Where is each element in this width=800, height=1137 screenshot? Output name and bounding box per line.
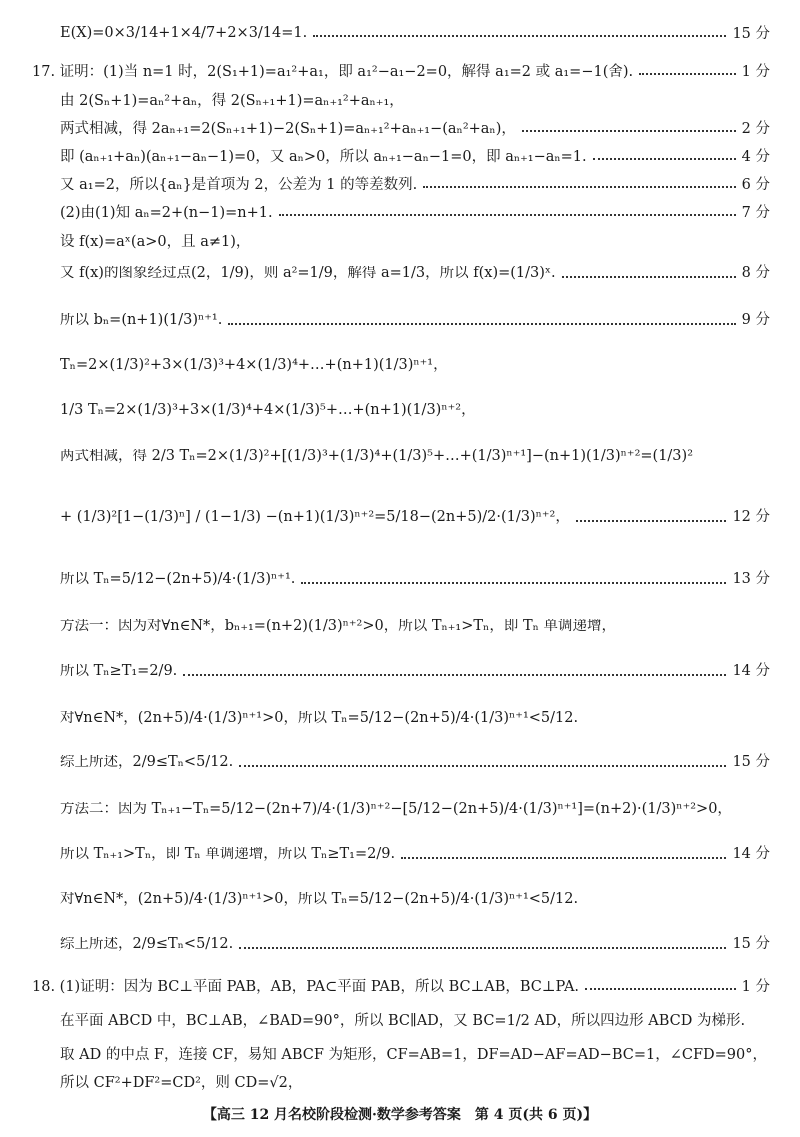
line-21 <box>60 847 770 863</box>
line-19 <box>60 755 770 771</box>
dot-leader <box>585 988 736 990</box>
dot-leader <box>301 582 726 584</box>
line-text: 综上所述，2/9≤Tₙ<5/12. <box>60 755 234 770</box>
dot-leader <box>228 323 735 325</box>
line-9 <box>60 266 770 282</box>
dot-leader <box>239 765 726 767</box>
line-text: 所以 Tₙ≥T₁=2/9. <box>60 664 178 679</box>
score-label: 13 分 <box>732 571 770 587</box>
score-label: 15 分 <box>732 26 770 42</box>
line-14 <box>60 510 770 526</box>
line-25 <box>60 1009 770 1030</box>
line-27 <box>60 1071 770 1092</box>
line-3 <box>60 89 770 110</box>
score-label: 1 分 <box>741 64 770 80</box>
dot-leader <box>522 130 736 132</box>
score-label: 6 分 <box>741 177 770 193</box>
line-text: (2)由(1)知 aₙ=2+(n−1)=n+1. <box>60 205 273 221</box>
score-label: 8 分 <box>741 265 770 281</box>
line-text: E(X)=0×3/14+1×4/7+2×3/14=1. <box>60 24 308 41</box>
line-text: 所以 CF²+DF²=CD²，则 CD=√2， <box>60 1075 303 1091</box>
line-text: 又 f(x)的图象经过点(2，1/9)，则 a²=1/9，解得 a=1/3，所以 f(x)=(1/3)ˣ. <box>60 266 556 281</box>
line-12 <box>60 403 770 419</box>
line-20 <box>60 802 770 818</box>
line-text: 18. (1)证明：因为 BC⊥平面 PAB，AB，PA⊂平面 PAB，所以 BC⊥AB，BC⊥PA. <box>32 979 580 995</box>
line-text: 所以 bₙ=(n+1)(1/3)ⁿ⁺¹. <box>60 313 223 328</box>
line-11 <box>60 358 770 374</box>
line-text: 又 a₁=2，所以{aₙ}是首项为 2，公差为 1 的等差数列. <box>60 177 418 193</box>
line-text: 方法一：因为对∀n∈N*，bₙ₊₁=(n+2)(1/3)ⁿ⁺²>0，所以 Tₙ₊₁>Tₙ，即 Tₙ 单调递增， <box>60 619 616 634</box>
line-8 <box>60 230 770 251</box>
dot-leader <box>313 35 726 37</box>
line-text: 所以 Tₙ=5/12−(2n+5)/4·(1/3)ⁿ⁺¹. <box>60 572 296 587</box>
dot-leader <box>562 276 736 278</box>
line-text: 方法二：因为 Tₙ₊₁−Tₙ=5/12−(2n+7)/4·(1/3)ⁿ⁺²−[5/12−(2n+5)/4·(1/3)ⁿ⁺¹]=(n+2)·(1/3)ⁿ⁺²>0， <box>60 802 732 817</box>
score-label: 2 分 <box>741 121 770 137</box>
line-1 <box>60 22 770 43</box>
line-text: 综上所述，2/9≤Tₙ<5/12. <box>60 937 234 952</box>
dot-leader <box>239 947 726 949</box>
score-label: 14 分 <box>732 846 770 862</box>
line-16 <box>60 619 770 635</box>
line-text: 两式相减，得 2/3 Tₙ=2×(1/3)²+[(1/3)³+(1/3)⁴+(1/3)⁵+…+(1/3)ⁿ⁺¹]−(n+1)(1/3)ⁿ⁺²=(1/3)² <box>60 449 694 464</box>
score-label: 12 分 <box>732 509 770 525</box>
score-label: 1 分 <box>741 979 770 995</box>
line-5 <box>60 145 770 166</box>
line-text: 对∀n∈N*，(2n+5)/4·(1/3)ⁿ⁺¹>0，所以 Tₙ=5/12−(2n+5)/4·(1/3)ⁿ⁺¹<5/12. <box>60 892 579 907</box>
line-7 <box>60 201 770 222</box>
line-15 <box>60 572 770 588</box>
dot-leader <box>183 674 726 676</box>
score-label: 14 分 <box>732 663 770 679</box>
line-text: 即 (aₙ₊₁+aₙ)(aₙ₊₁−aₙ−1)=0，又 aₙ>0，所以 aₙ₊₁−aₙ−1=0，即 aₙ₊₁−aₙ=1. <box>60 149 587 165</box>
line-text: 两式相减，得 2aₙ₊₁=2(Sₙ₊₁+1)−2(Sₙ+1)=aₙ₊₁²+aₙ₊₁−(aₙ²+aₙ)， <box>60 121 516 137</box>
line-text: 取 AD 的中点 F，连接 CF，易知 ABCF 为矩形，CF=AB=1，DF=AD−AF=AD−BC=1，∠CFD=90°， <box>60 1047 768 1063</box>
page-footer: 【高三 12 月名校阶段检测·数学参考答案 第 4 页(共 6 页)】 <box>202 1107 598 1123</box>
dot-leader <box>423 186 735 188</box>
line-17 <box>60 664 770 680</box>
line-text: Tₙ=2×(1/3)²+3×(1/3)³+4×(1/3)⁴+…+(n+1)(1/3)ⁿ⁺¹， <box>60 358 448 373</box>
dot-leader <box>576 520 727 522</box>
score-label: 15 分 <box>732 936 770 952</box>
line-26 <box>60 1043 770 1064</box>
line-text: 所以 Tₙ₊₁>Tₙ，即 Tₙ 单调递增，所以 Tₙ≥T₁=2/9. <box>60 847 396 862</box>
score-label: 9 分 <box>741 312 770 328</box>
line-text: 17. 证明：(1)当 n=1 时，2(S₁+1)=a₁²+a₁，即 a₁²−a₁−2=0，解得 a₁=2 或 a₁=−1(舍). <box>32 64 634 80</box>
score-label: 15 分 <box>732 754 770 770</box>
score-label: 4 分 <box>741 149 770 165</box>
line-2 <box>32 60 770 81</box>
line-text: 由 2(Sₙ+1)=aₙ²+aₙ，得 2(Sₙ₊₁+1)=aₙ₊₁²+aₙ₊₁， <box>60 93 404 109</box>
dot-leader <box>639 73 736 75</box>
line-text: 在平面 ABCD 中，BC⊥AB，∠BAD=90°，所以 BC∥AD，又 BC=1/2 AD，所以四边形 ABCD 为梯形. <box>60 1013 746 1029</box>
dot-leader <box>401 857 726 859</box>
line-24 <box>32 975 770 996</box>
line-text: 1/3 Tₙ=2×(1/3)³+3×(1/3)⁴+4×(1/3)⁵+…+(n+1)(1/3)ⁿ⁺²， <box>60 403 476 418</box>
line-18 <box>60 711 770 727</box>
line-13 <box>60 449 770 465</box>
dot-leader <box>279 214 736 216</box>
line-4 <box>60 117 770 138</box>
score-label: 7 分 <box>741 205 770 221</box>
line-23 <box>60 937 770 953</box>
line-22 <box>60 892 770 908</box>
line-6 <box>60 173 770 194</box>
dot-leader <box>593 158 736 160</box>
line-text: + (1/3)²[1−(1/3)ⁿ] / (1−1/3) −(n+1)(1/3)ⁿ⁺²=5/18−(2n+5)/2·(1/3)ⁿ⁺²， <box>60 510 570 525</box>
line-10 <box>60 313 770 329</box>
line-text: 设 f(x)=aˣ(a>0，且 a≠1)， <box>60 234 251 250</box>
line-text: 对∀n∈N*，(2n+5)/4·(1/3)ⁿ⁺¹>0，所以 Tₙ=5/12−(2n+5)/4·(1/3)ⁿ⁺¹<5/12. <box>60 711 579 726</box>
